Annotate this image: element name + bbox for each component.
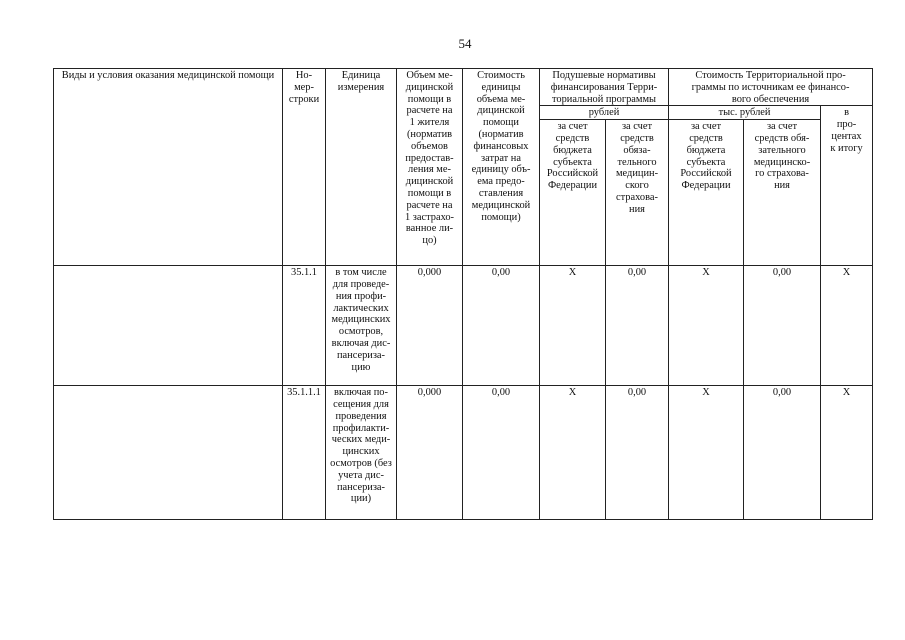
header-unit: Единица измерения [326, 69, 397, 266]
cell-unit-cost: 0,00 [463, 386, 540, 520]
header-row-number: Но- мер- строки [283, 69, 326, 266]
header-row-1 [54, 69, 873, 106]
header-oms-rub: за счет средств обяза- тельного медицин- ского страхова- ния [606, 120, 669, 266]
cell-volume: 0,000 [397, 386, 463, 520]
header-budget-thous: за счет средств бюджета субъекта Российской Федерации [669, 120, 744, 266]
cell-oms-thous: 0,00 [744, 386, 821, 520]
cell-budget-thous: X [669, 386, 744, 520]
cell-row-number: 35.1.1.1 [283, 386, 326, 520]
cell-percent: X [821, 386, 873, 520]
cell-oms-rub: 0,00 [606, 266, 669, 386]
cell-row-number: 35.1.1 [283, 266, 326, 386]
cell-unit-cost: 0,00 [463, 266, 540, 386]
cell-care-type [54, 386, 283, 520]
cell-unit: включая по- сещения для проведения профилакти- ческих меди- цинских осмотров (без учета дис- пансериза- ции) [326, 386, 397, 520]
medical-care-table [53, 68, 873, 520]
header-program-cost-group: Стоимость Территориальной про- граммы по источникам ее финансо- вого обеспечения [669, 69, 873, 106]
header-unit-cost: Стоимость единицы объема ме- дицинской помощи (норматив финансовых затрат на единицу объ- ема предо- ставления медицинской помощи) [463, 69, 540, 266]
header-rubles: рублей [540, 106, 669, 120]
cell-volume: 0,000 [397, 266, 463, 386]
header-percent: в про- центах к итогу [821, 106, 873, 266]
header-per-capita-group: Подушевые нормативы финансирования Терри- ториальной программы [540, 69, 669, 106]
cell-percent: X [821, 266, 873, 386]
cell-unit: в том числе для проведе- ния профи- лактических медицинских осмотров, включая дис- пансериза- цию [326, 266, 397, 386]
header-thousand-rubles: тыс. рублей [669, 106, 821, 120]
header-budget-rub: за счет средств бюджета субъекта Российской Федерации [540, 120, 606, 266]
page-number: 54 [458, 36, 472, 51]
header-volume: Объем ме- дицинской помощи в расчете на 1 жителя (норматив объемов предостав- ления ме- дицинской помощи в расчете на 1 застрахо- ванное ли- цо) [397, 69, 463, 266]
cell-oms-thous: 0,00 [744, 266, 821, 386]
cell-budget-rub: X [540, 266, 606, 386]
cell-oms-rub: 0,00 [606, 386, 669, 520]
header-care-type: Виды и условия оказания медицинской помощи [54, 69, 283, 266]
table-row [54, 266, 873, 386]
cell-budget-thous: X [669, 266, 744, 386]
cell-budget-rub: X [540, 386, 606, 520]
table-row [54, 386, 873, 520]
cell-care-type [54, 266, 283, 386]
header-oms-thous: за счет средств обя- зательного медицинско- го страхова- ния [744, 120, 821, 266]
